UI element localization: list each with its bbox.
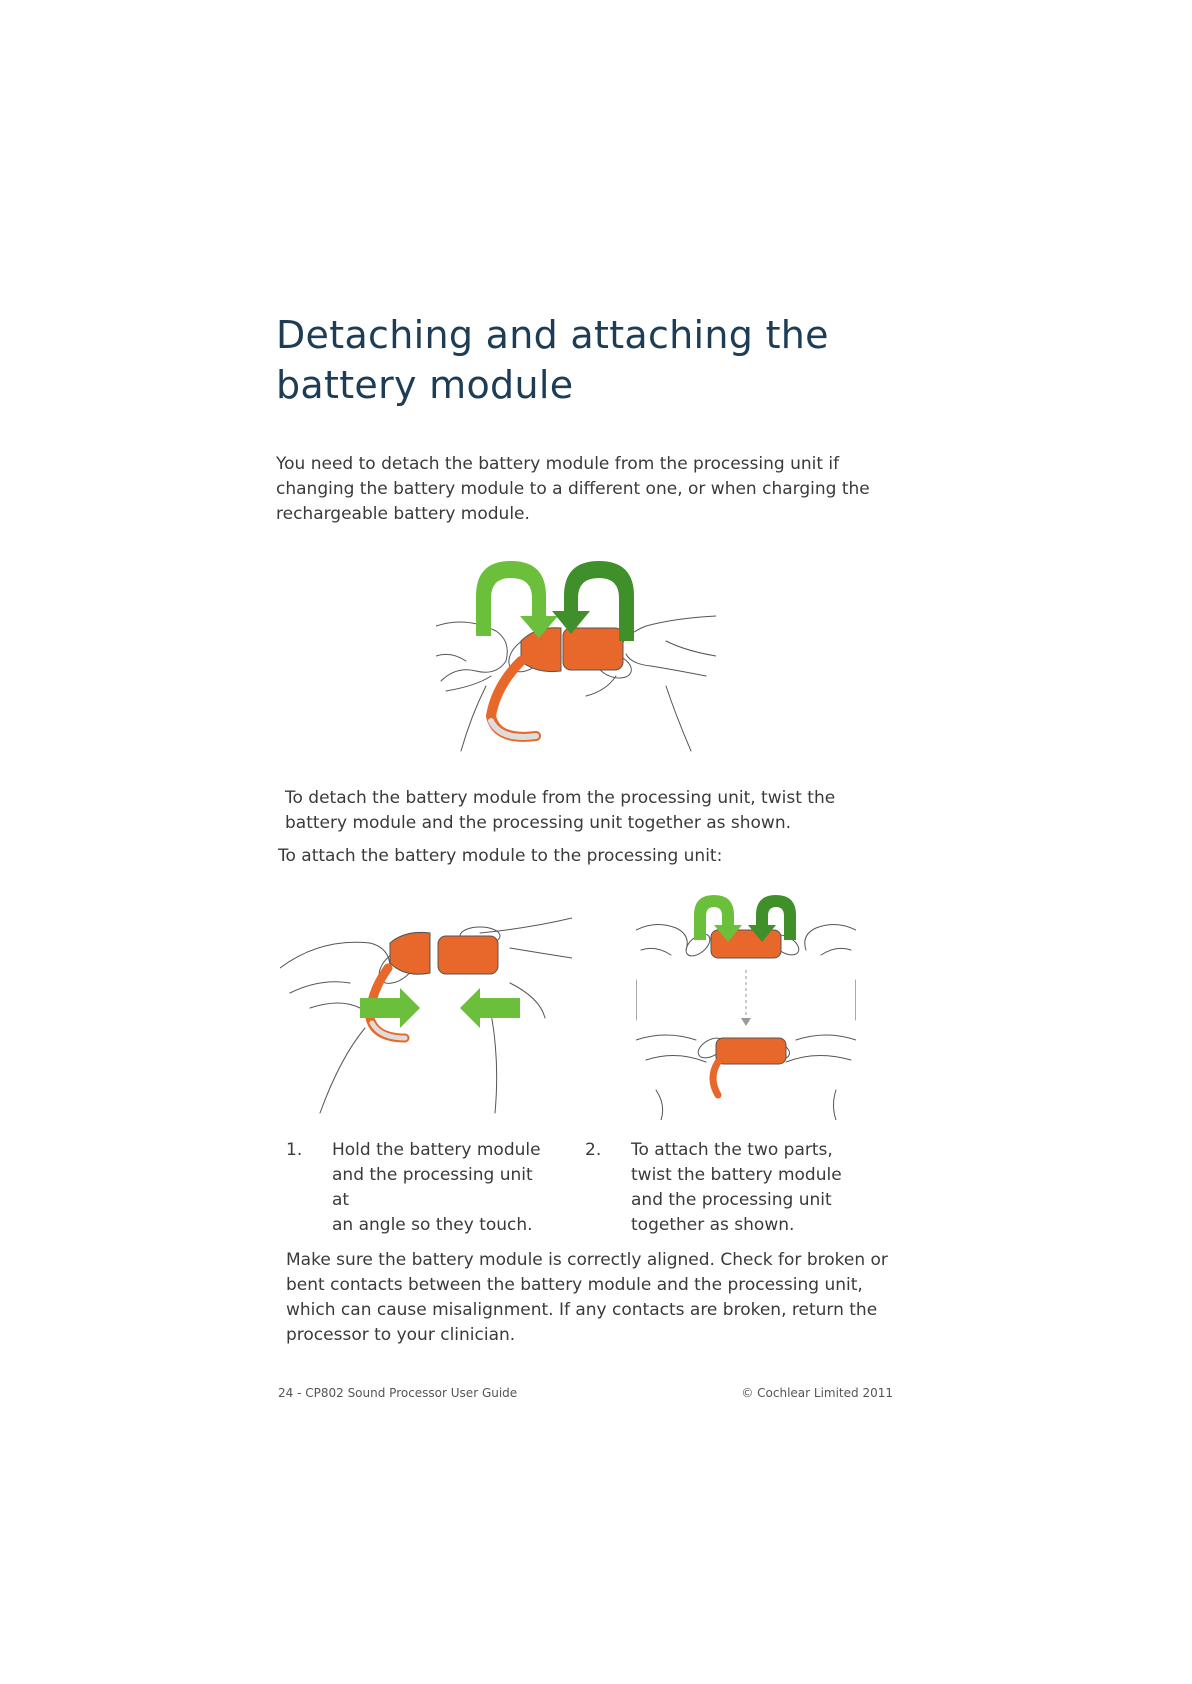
footer-copyright: © Cochlear Limited 2011 [741,1386,893,1400]
intro-paragraph: You need to detach the battery module from the processing unit if changing the battery module to a different one, or when charging the rechargeable battery module. [276,454,870,524]
page-title: Detaching and attaching the battery module [276,313,829,407]
attach-step1-illustration [280,898,572,1118]
step-2 [585,1138,885,1238]
attach-intro: To attach the battery module to the processing unit: [278,846,723,866]
footer-page-info: 24 - CP802 Sound Processor User Guide [278,1386,518,1400]
detach-illustration [436,556,716,756]
hands-aligning-battery-module-icon [280,898,572,1118]
alignment-warning: Make sure the battery module is correctly aligned. Check for broken or bent contacts between the battery module and the processing unit, which can cause misalignment. If any contacts are broken, return the processor to your clinician. [286,1250,888,1345]
step-number: 2. [585,1140,602,1160]
hands-twisting-to-attach-icon [636,890,856,1120]
detach-instruction: To detach the battery module from the processing unit, twist the battery module and the processing unit together as shown. [285,788,836,833]
step-1 [286,1138,546,1235]
attach-step2-illustration [636,890,856,1120]
step-number: 1. [286,1140,303,1160]
step-text: Hold the battery module and the processing unit at an angle so they touch. [332,1140,541,1235]
hands-twisting-battery-module-icon [436,556,716,756]
step-text: To attach the two parts, twist the battery module and the processing unit together as shown. [631,1140,842,1235]
